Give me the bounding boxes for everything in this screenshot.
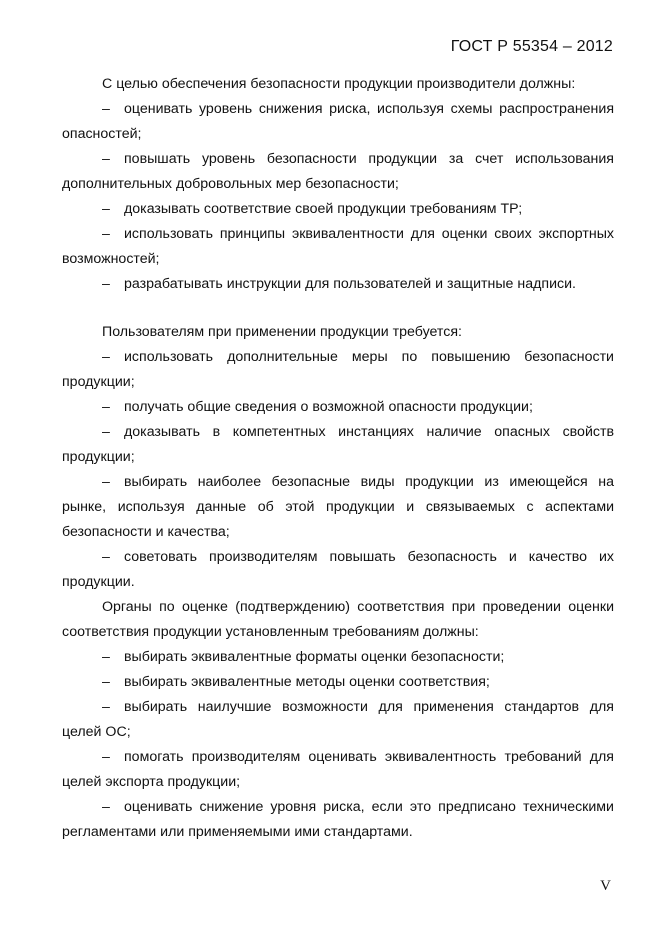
list-item-text: разрабатывать инструкции для пользователей и защитные надписи.	[124, 276, 576, 292]
list-item-text: повышать уровень безопасности продукции за счет использования дополнительных добровольных мер безопасности;	[62, 151, 614, 192]
list-item-text: оценивать снижение уровня риска, если это предписано техническими регламентами или применяемыми ими стандартами.	[62, 799, 614, 840]
document-header-code: ГОСТ Р 55354 – 2012	[450, 38, 613, 55]
list-item-text: выбирать наиболее безопасные виды продукции из имеющейся на рынке, используя данные об этой продукции и связываемых с аспектами безопасности и качества;	[62, 474, 614, 540]
list-item-text: использовать принципы эквивалентности для оценки своих экспортных возможностей;	[62, 226, 614, 267]
list-item	[62, 147, 614, 197]
list-item-text: выбирать эквивалентные методы оценки соответствия;	[124, 674, 490, 690]
section-intro-assessment-bodies: Органы по оценке (подтверждению) соответствия при проведении оценки соответствия продукции установленным требованиям должны:	[62, 599, 614, 640]
list-item	[62, 272, 614, 297]
list-item	[62, 670, 614, 695]
bullet-dash: –	[102, 699, 110, 715]
list-item	[62, 545, 614, 595]
bullet-dash: –	[102, 674, 110, 690]
bullet-dash: –	[102, 474, 110, 490]
list-item-text: получать общие сведения о возможной опасности продукции;	[124, 399, 533, 415]
page-number: V	[600, 878, 611, 894]
bullet-dash: –	[102, 226, 110, 242]
document-body	[62, 72, 614, 845]
bullet-dash: –	[102, 649, 110, 665]
bullet-dash: –	[102, 276, 110, 292]
bullet-dash: –	[102, 151, 110, 167]
list-item	[62, 345, 614, 395]
list-item	[62, 420, 614, 470]
bullet-dash: –	[102, 549, 110, 565]
bullet-dash: –	[102, 201, 110, 217]
list-item-text: советовать производителям повышать безопасность и качество их продукции.	[62, 549, 614, 590]
list-item	[62, 470, 614, 545]
section-intro-users: Пользователям при применении продукции требуется:	[102, 324, 462, 340]
section-spacer	[62, 297, 614, 320]
list-item	[62, 197, 614, 222]
list-item-text: оценивать уровень снижения риска, используя схемы распространения опасностей;	[62, 101, 614, 142]
list-item	[62, 395, 614, 420]
bullet-dash: –	[102, 349, 110, 365]
list-item-text: помогать производителям оценивать эквивалентность требований для целей экспорта продукции;	[62, 749, 614, 790]
list-item-text: использовать дополнительные меры по повышению безопасности продукции;	[62, 349, 614, 390]
bullet-dash: –	[102, 399, 110, 415]
bullet-dash: –	[102, 799, 110, 815]
list-item-text: доказывать в компетентных инстанциях наличие опасных свойств продукции;	[62, 424, 614, 465]
list-item-text: выбирать эквивалентные форматы оценки безопасности;	[124, 649, 505, 665]
list-item	[62, 795, 614, 845]
bullet-dash: –	[102, 749, 110, 765]
list-item	[62, 695, 614, 745]
list-item	[62, 222, 614, 272]
list-item-text: выбирать наилучшие возможности для применения стандартов для целей ОС;	[62, 699, 614, 740]
bullet-dash: –	[102, 101, 110, 117]
list-item	[62, 97, 614, 147]
section-intro-manufacturers: С целью обеспечения безопасности продукции производители должны:	[102, 76, 576, 92]
list-item-text: доказывать соответствие своей продукции требованиям ТР;	[124, 201, 523, 217]
list-item	[62, 745, 614, 795]
bullet-dash: –	[102, 424, 110, 440]
list-item	[62, 645, 614, 670]
